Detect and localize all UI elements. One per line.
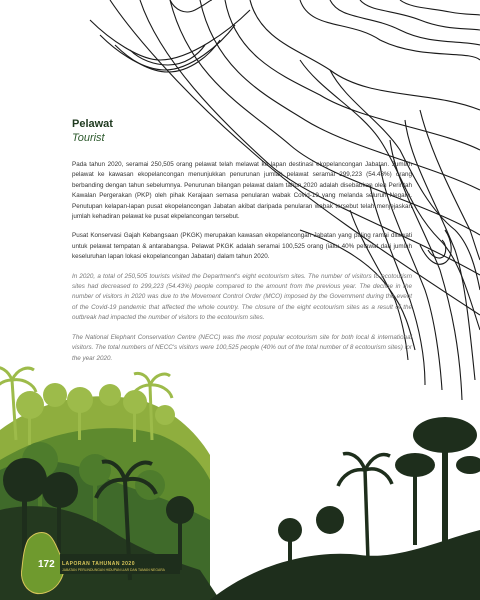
body-text bbox=[72, 160, 412, 373]
report-subtitle: JABATAN PERLINDUNGAN HIDUPAN LIAR DAN TAMAN NEGARA bbox=[62, 568, 165, 572]
paragraph-en-1: In 2020, a total of 250,505 tourists visited the Department's eight ecotourism sites. The number of visitors to ecotourism sites had decreased to 299,223 (54.43%) people compared to the amount from the previous year. The decline in the number of visitors in 2020 was due to the Movement Control Order (MCO) imposed by the Government during the event of the Covid-19 pandemic that affected the whole country. The closure of the eight ecotourism sites as a result of the outbreak had impacted the number of visitors to the ecotourism sites. bbox=[72, 272, 412, 322]
report-title: LAPORAN TAHUNAN 2020 bbox=[62, 561, 135, 567]
page-number: 172 bbox=[38, 559, 55, 570]
section-heading bbox=[72, 118, 113, 144]
paragraph-ms-2: Pusat Konservasi Gajah Kebangsaan (PKGK) merupakan kawasan ekopelancongan Jabatan yang paling ramai dilawati untuk pelawat tempatan & antarabangsa. Pelawat PKGK adalah seramai 100,525 orang (iaitu 40% pelawat dari jumlah keseluruhan lapan lokasi ekopelancongan Jabatan) dalam tahun 2020. bbox=[72, 232, 412, 261]
section-subtitle: Tourist bbox=[72, 132, 105, 144]
paragraph-ms-1: Pada tahun 2020, seramai 250,505 orang pelawat telah melawat ke lapan destinasi ekopelancongan Jabatan. Jumlah pelawat ke kawasan ekopelancongan menunjukkan penurunan jumlah pelawat seramai 299,223 (54.43%) orang berbanding dengan tahun sebelumnya. Penurunan bilangan pelawat dalam tahun 2020 adalah disebabkan oleh Perintah Kawalan Pergerakan (PKP) oleh pihak Kerajaan semasa penularan wabak Covid-19 yang melanda seluruh Negara. Penutupan kelapan-lapan pusat ekopelancongan Jabatan akibat daripada penularan wabak tersebut telah menjejaskan jumlah kehadiran pelawat ke pusat ekpelancongan tersebut. bbox=[72, 161, 412, 221]
paragraph-en-2: The National Elephant Conservation Centre (NECC) was the most popular ecotourism site for both local & international visitors. The total numbers of NECC's visitors were 100,525 people (40% out of the total number of 8 ecotourism sites) for the year 2020. bbox=[72, 333, 412, 362]
section-title: Pelawat bbox=[72, 118, 113, 130]
